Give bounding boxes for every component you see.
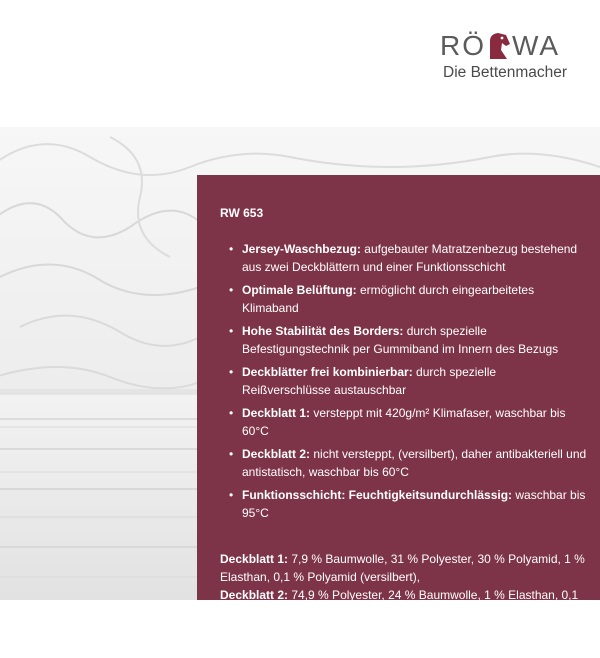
material-title: Funktionsschicht:	[220, 624, 324, 638]
bullet-icon: •	[229, 488, 234, 502]
feature-item	[220, 322, 588, 358]
bullet-icon: •	[229, 447, 234, 461]
feature-text: waschbar bis 95°C	[242, 488, 586, 520]
material-text: 100 % Polyester, 100 % Polyurethanbeschichtung	[220, 624, 455, 656]
brand-logo	[440, 30, 590, 80]
material-line	[220, 586, 588, 622]
feature-text: durch spezielle Befestigungstechnik per Gummiband im Innern des Bezugs	[242, 324, 559, 356]
bullet-icon: •	[229, 365, 234, 379]
feature-text: versteppt mit 420g/m² Klimafaser, waschbar bis 60°C	[242, 406, 566, 438]
feature-title: Optimale Belüftung:	[242, 283, 357, 297]
feature-text: ermöglicht durch eingearbeitetes Klimaband	[242, 283, 535, 315]
feature-title: Deckblätter frei kombinierbar:	[242, 365, 413, 379]
model-number: RW 653	[220, 206, 264, 220]
bullet-icon: •	[229, 283, 234, 297]
feature-text: aufgebauter Matratzenbezug bestehend aus zwei Deckblättern und einer Funktionsschicht	[242, 242, 578, 274]
feature-title: Deckblatt 2:	[242, 447, 311, 461]
feature-item	[220, 281, 588, 317]
logo-word-right: WA	[512, 30, 561, 61]
material-text: 74,9 % Polyester, 24 % Baumwolle, 1 % Elasthan, 0,1 % Polyamid (versilbert)	[220, 588, 579, 620]
feature-text: nicht versteppt, (versilbert), daher antibakteriell und antistatisch, waschbar bis 60°C	[242, 447, 587, 479]
material-line	[220, 550, 588, 586]
logo-word-left: RÖ	[440, 30, 486, 61]
bullet-icon: •	[229, 324, 234, 338]
feature-item	[220, 363, 588, 399]
feature-item	[220, 445, 588, 481]
feature-title: Jersey-Waschbezug:	[242, 242, 361, 256]
product-info-panel	[197, 175, 600, 656]
feature-item	[220, 240, 588, 276]
feature-title: Deckblatt 1:	[242, 406, 311, 420]
material-composition	[220, 550, 588, 658]
feature-list	[220, 240, 588, 522]
logo-wordmark	[440, 30, 560, 62]
feature-title: Funktionsschicht: Feuchtigkeitsundurchlässig:	[242, 488, 513, 502]
horse-head-icon	[487, 32, 511, 60]
material-text: 7,9 % Baumwolle, 31 % Polyester, 30 % Polyamid, 1 % Elasthan, 0,1 % Polyamid (versilbert),	[220, 552, 585, 584]
feature-item	[220, 404, 588, 440]
logo-tagline: Die Bettenmacher	[443, 64, 568, 81]
bullet-icon: •	[229, 406, 234, 420]
material-title: Deckblatt 1:	[220, 552, 289, 566]
material-title: Deckblatt 2:	[220, 588, 289, 602]
feature-item	[220, 486, 588, 522]
feature-title: Hohe Stabilität des Borders:	[242, 324, 404, 338]
feature-text: durch spezielle Reißverschlüsse austauschbar	[242, 365, 497, 397]
material-line	[220, 622, 588, 658]
bullet-icon: •	[229, 242, 234, 256]
